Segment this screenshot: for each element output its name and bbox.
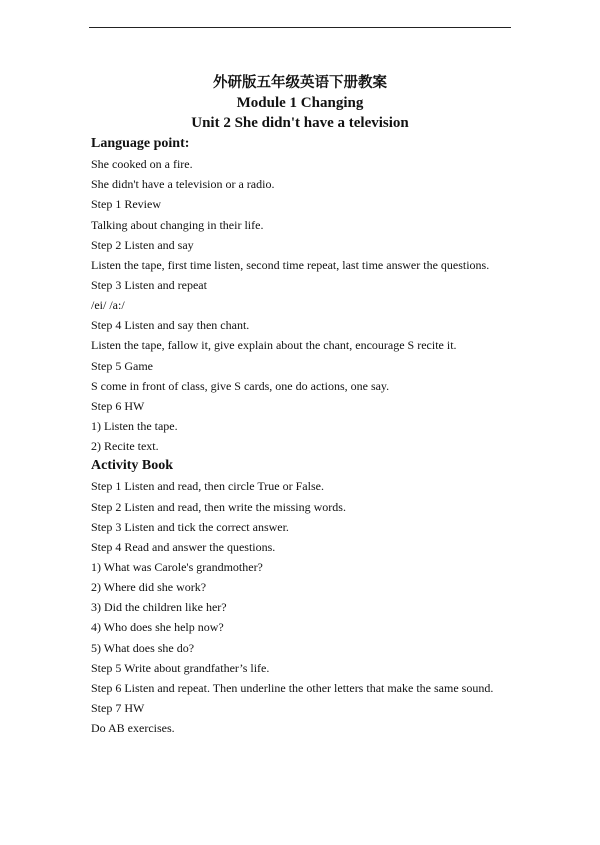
step-heading: Step 4 Listen and say then chant. xyxy=(91,318,250,333)
step-heading: Step 5 Game xyxy=(91,358,153,373)
step-heading: Step 6 HW xyxy=(91,398,145,413)
step-heading: Step 6 Listen and repeat. Then underline the other letters that make the same sound. xyxy=(91,680,494,695)
question-item: 2) Where did she work? xyxy=(91,580,207,595)
step-description: Talking about changing in their life. xyxy=(91,217,264,232)
language-point-line: She cooked on a fire. xyxy=(91,157,193,172)
phonetic-symbols: /ei/ /a:/ xyxy=(91,298,125,313)
step-heading: Step 2 Listen and say xyxy=(91,237,194,252)
step-heading: Step 5 Write about grandfather’s life. xyxy=(91,660,270,675)
question-item: 5) What does she do? xyxy=(91,640,195,655)
step-heading: Step 1 Review xyxy=(91,197,161,212)
step-description: Listen the tape, fallow it, give explain about the chant, encourage S recite it. xyxy=(91,338,457,353)
language-point-heading: Language point: xyxy=(91,136,190,151)
step-heading: Step 3 Listen and repeat xyxy=(91,277,207,292)
lesson-content xyxy=(91,134,561,738)
unit-title: Unit 2 She didn't have a television xyxy=(191,115,409,131)
question-item: 3) Did the children like her? xyxy=(91,600,227,615)
step-heading: Step 2 Listen and read, then write the missing words. xyxy=(91,499,346,514)
homework-item: 1) Listen the tape. xyxy=(91,418,178,433)
header-rule xyxy=(89,27,511,28)
module-title: Module 1 Changing xyxy=(236,95,364,111)
question-item: 4) Who does she help now? xyxy=(91,620,224,635)
step-description: Listen the tape, first time listen, second time repeat, last time answer the questions. xyxy=(91,257,490,272)
step-description: Do AB exercises. xyxy=(91,721,175,736)
question-item: 1) What was Carole's grandmother? xyxy=(91,559,263,574)
step-heading: Step 7 HW xyxy=(91,700,145,715)
homework-item: 2) Recite text. xyxy=(91,439,159,454)
step-heading: Step 4 Read and answer the questions. xyxy=(91,539,276,554)
document-titles xyxy=(0,73,600,133)
activity-book-heading: Activity Book xyxy=(91,458,174,474)
step-description: S come in front of class, give S cards, one do actions, one say. xyxy=(91,378,390,393)
step-heading: Step 3 Listen and tick the correct answer. xyxy=(91,519,289,534)
step-heading: Step 1 Listen and read, then circle True or False. xyxy=(91,479,324,494)
document-title-chinese: 外研版五年级英语下册教案 xyxy=(213,75,387,91)
language-point-line: She didn't have a television or a radio. xyxy=(91,177,275,192)
